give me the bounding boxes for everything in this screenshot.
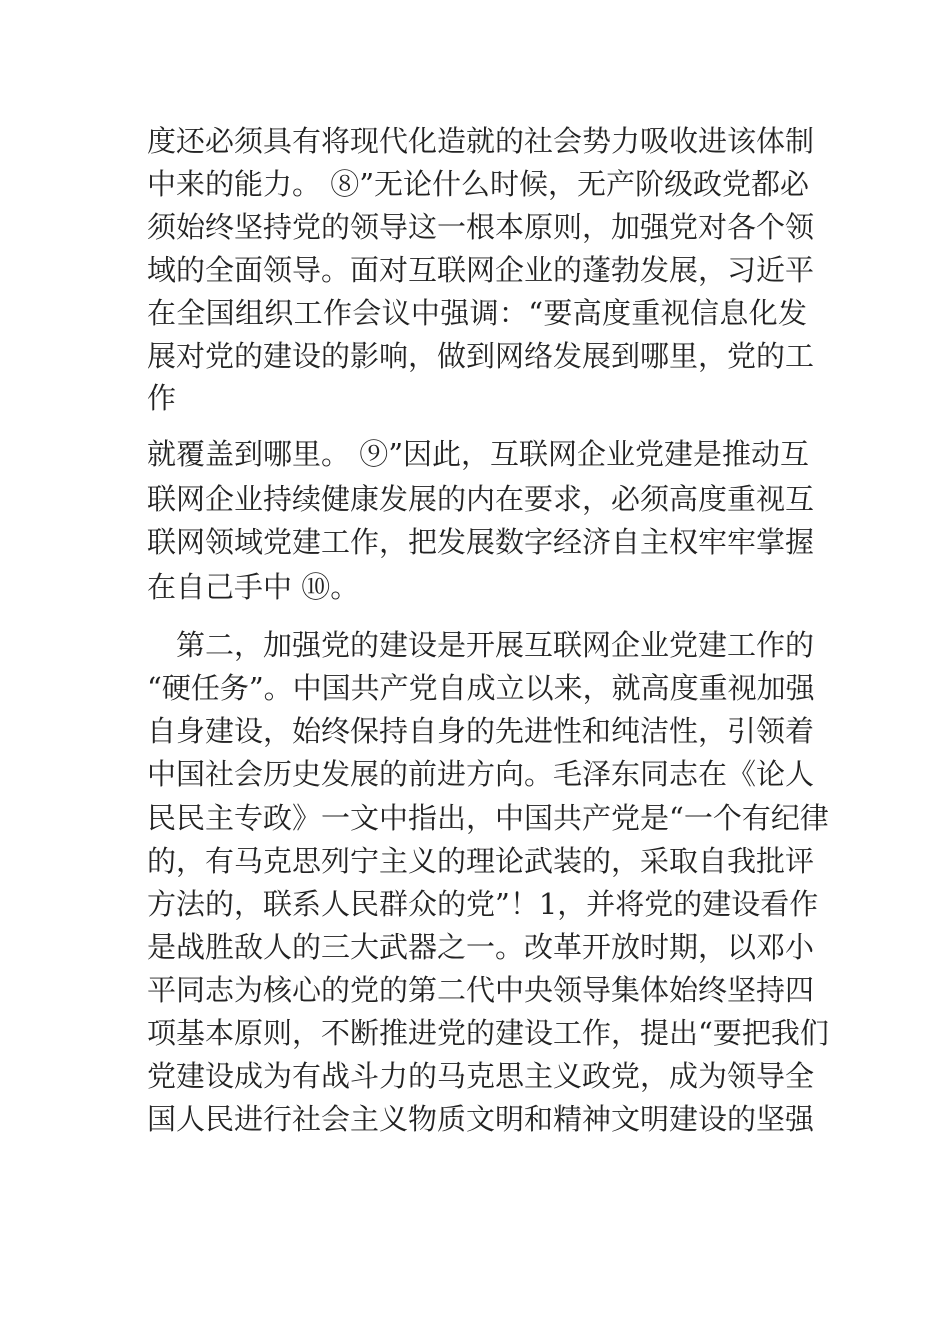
- text-line: 作: [147, 381, 177, 415]
- text-line: 国人民进行社会主义物质文明和精神文明建设的坚强: [147, 1102, 815, 1136]
- text-line: 域的全面领导。面对互联网企业的蓬勃发展，习近平: [147, 253, 815, 287]
- text-line: 是战胜敌人的三大武器之一。改革开放时期，以邓小: [147, 930, 815, 964]
- text-line: 的，有马克思列宁主义的理论武装的，采取自我批评: [147, 844, 815, 878]
- text-line: 中国社会历史发展的前进方向。毛泽东同志在《论人: [147, 757, 815, 791]
- text-line: 项基本原则，不断推进党的建设工作，提出“要把我们: [147, 1016, 829, 1050]
- paragraph-first-line: 第二，加强党的建设是开展互联网企业党建工作的: [147, 628, 815, 662]
- text-line: 党建设成为有战斗力的马克思主义政党，成为领导全: [147, 1059, 815, 1093]
- text-line: 平同志为核心的党的第二代中央领导集体始终坚持四: [147, 973, 815, 1007]
- text-line: 在全国组织工作会议中强调：“要高度重视信息化发: [147, 296, 807, 330]
- text-line: 联网领域党建工作，把发展数字经济自主权牢牢掌握: [147, 525, 815, 559]
- text-line: 民民主专政》一文中指出，中国共产党是“一个有纪律: [147, 801, 829, 835]
- text-line: 自身建设，始终保持自身的先进性和纯洁性，引领着: [147, 714, 815, 748]
- text-line: 方法的，联系人民群众的党”！1，并将党的建设看作: [147, 887, 819, 921]
- text-line: 在自己手中 ⑩。: [147, 570, 360, 604]
- text-line: 联网企业持续健康发展的内在要求，必须高度重视互: [147, 482, 815, 516]
- text-line: 须始终坚持党的领导这一根本原则，加强党对各个领: [147, 210, 815, 244]
- text-line: 度还必须具有将现代化造就的社会势力吸收进该体制: [147, 124, 815, 158]
- text-line: 就覆盖到哪里。 ⑨”因此，互联网企业党建是推动互: [147, 437, 810, 471]
- text-line: 展对党的建设的影响，做到网络发展到哪里，党的工: [147, 339, 815, 373]
- text-line: 中来的能力。 ⑧”无论什么时候，无产阶级政党都必: [147, 167, 810, 201]
- text-line: “硬任务”。中国共产党自成立以来，就高度重视加强: [147, 671, 815, 705]
